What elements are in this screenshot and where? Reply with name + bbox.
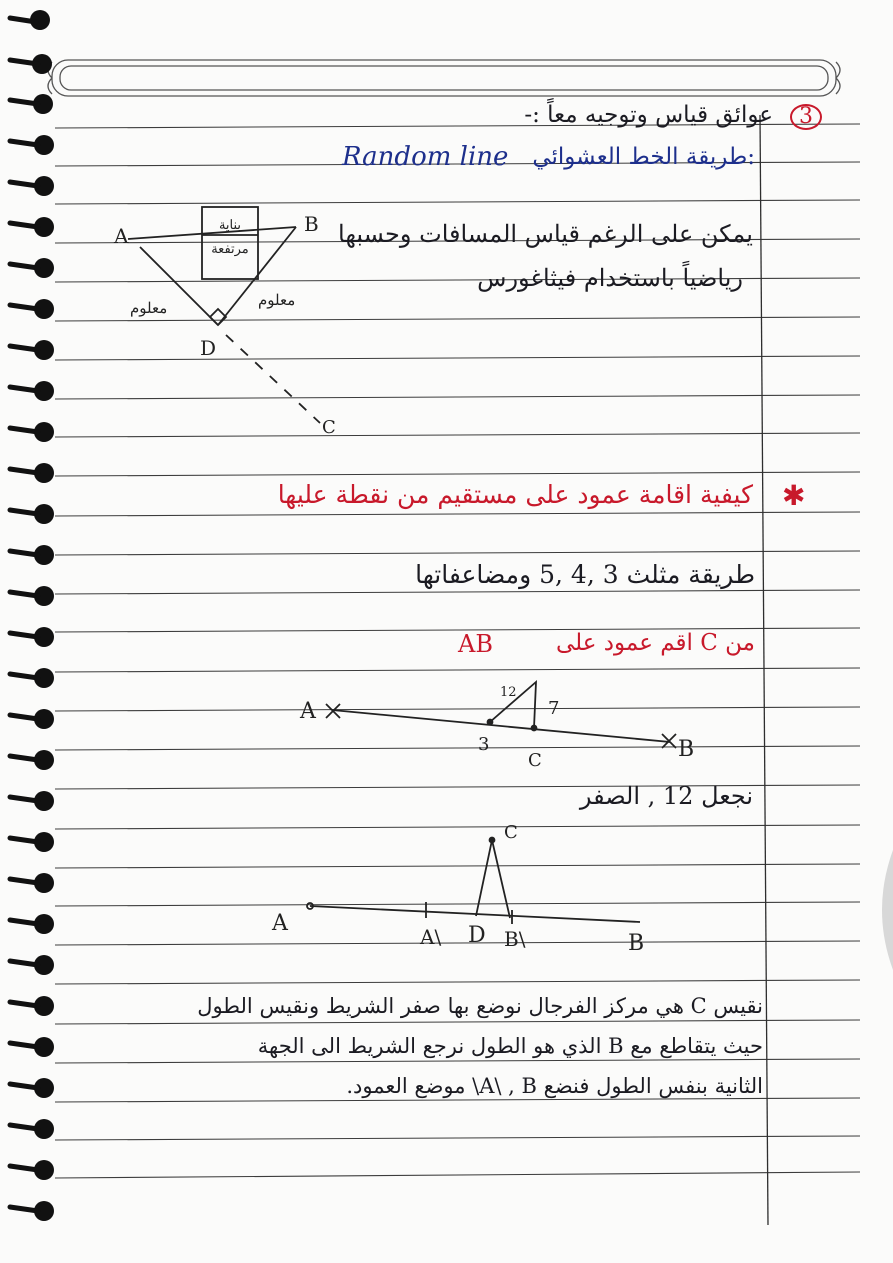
label-c: C: [322, 417, 336, 438]
method1-arabic: :طريقة الخط العشوائي: [532, 144, 755, 170]
label-b-2: B: [678, 737, 695, 762]
label-b-prime: B\: [504, 927, 526, 951]
label-a-2: A: [300, 699, 316, 724]
line-ab: [128, 227, 296, 239]
diagram-random-line: [110, 195, 350, 440]
label-c-3: C: [504, 822, 518, 843]
diagram-345-triangle: [290, 672, 730, 772]
label-b: B: [304, 212, 319, 236]
perpendicular-triangle: [476, 840, 510, 918]
label-d: D: [200, 336, 217, 360]
diagram-perpendicular: [260, 820, 680, 960]
label-7: 7: [548, 698, 560, 719]
label-12: 12: [500, 685, 517, 700]
section-number: 3: [790, 104, 822, 130]
section2-title: كيفية اقامة عمود على مستقيم من نقطة عليها: [277, 480, 753, 509]
label-d-3: D: [468, 923, 486, 948]
section2-star: ✱: [782, 479, 806, 512]
label-a: A: [114, 224, 129, 248]
label-a-3: A: [272, 911, 288, 936]
side-label-right: معلوم: [258, 291, 296, 309]
label-b-3: B: [628, 931, 645, 956]
label-c-2: C: [528, 750, 542, 771]
line-ab-2: [332, 710, 670, 742]
section-title: عوائق قياس وتوجيه معاً :-: [524, 102, 773, 128]
diagram2-caption: نجعل 12 , الصفر: [579, 782, 753, 810]
method-345-text: طريقة مثلث 3 ,4 ,5 ومضاعفاتها: [415, 560, 755, 589]
line-dc: [226, 335, 320, 423]
instruction-text: من C اقم عمود على: [555, 630, 755, 656]
box-label-top: بناية: [218, 218, 242, 233]
label-3: 3: [478, 734, 490, 755]
method1-text-line1: يمكن على الرغم قياس المسافات وحسبها: [338, 220, 753, 248]
side-label-left: معلوم: [130, 299, 168, 317]
box-label-bottom: مرتفعة: [211, 242, 249, 257]
paragraph-line2: حيث يتقاطع مع B الذي هو الطول نرجع الشريط الى الجهة: [257, 1034, 763, 1058]
label-a-prime: A\: [420, 925, 442, 949]
paragraph-line1: نقيس C هي مركز الفرجال نوضع بها صفر الشريط ونقيس الطول: [197, 994, 763, 1018]
method1-latin: Random line: [342, 142, 509, 172]
paragraph-line3: الثانية بنفس الطول فنضع A\ , B\ موضع العمود.: [346, 1074, 763, 1098]
method1-text-line2: رياضياً باستخدام فيثاغورس: [477, 264, 743, 292]
instruction-ab: AB: [458, 630, 493, 658]
line-ab-3: [310, 906, 640, 922]
